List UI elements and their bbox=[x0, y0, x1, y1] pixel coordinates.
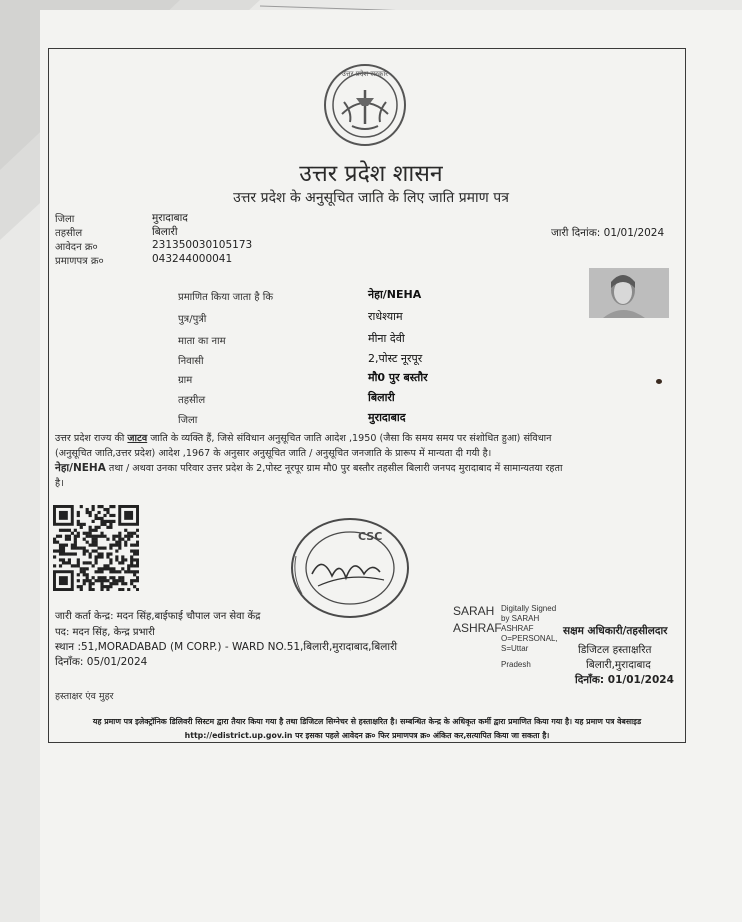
issuer-date: दिनाँक: 05/01/2024 bbox=[55, 656, 148, 668]
person-tehsil-label: तहसील bbox=[178, 395, 206, 406]
village-value: मौ0 पुर बस्तौर bbox=[368, 371, 428, 384]
seal-text: CSC bbox=[358, 530, 383, 543]
sig-line-6: Pradesh bbox=[501, 660, 531, 669]
body-line4: है। bbox=[55, 477, 64, 489]
resident-label: निवासी bbox=[178, 356, 204, 367]
body-line1-b: जाति के व्यक्ति हैं, जिसे संविधान अनुसूचित जाति आदेश ,1950 (जैसा कि समय समय पर संशोधित हुआ) संविधान bbox=[147, 433, 552, 444]
sig-line-2: by SARAH bbox=[501, 614, 540, 623]
footer-line-1: यह प्रमाण पत्र इलेक्ट्रॉनिक डिलिवरी सिस्टम द्वारा तैयार किया गया है तथा डिजिटल सिग्नेचर से हस्ताक्षरित है। सम्बन्धित केन्द्र के अधिकृत कर्मी द्वारा प्रमाणित किया गया है। यह प्रमाण पत्र वेबसाइड bbox=[92, 717, 642, 726]
document-subtitle: उत्तर प्रदेश के अनुसूचित जाति के लिए जाति प्रमाण पत्र bbox=[233, 190, 509, 206]
csc-seal-stamp bbox=[288, 516, 414, 620]
issuer-place: स्थान :51,MORADABAD (M CORP.) - WARD NO.51,बिलारी,मुरादाबाद,बिलारी bbox=[55, 641, 398, 653]
sig-line-1: Digitally Signed bbox=[501, 604, 557, 613]
tehsil-label: तहसील bbox=[55, 228, 83, 239]
resident-value: 2,पोस्ट नूरपूर bbox=[368, 352, 423, 365]
person-tehsil-value: बिलारी bbox=[368, 391, 395, 404]
uttar-pradesh-emblem-icon bbox=[322, 62, 408, 148]
village-label: ग्राम bbox=[178, 375, 193, 386]
applicant-photo bbox=[589, 268, 669, 318]
body-line2: (अनुसूचित जाति,उत्तर प्रदेश) आदेश ,1967 के अनुसार अनुसूचित जाति / अनुसूचित जनजाति के प्रारूप में मान्यता दी गयी है। bbox=[55, 447, 492, 459]
mother-name: मीना देवी bbox=[368, 332, 405, 345]
svg-text:उत्तर प्रदेश सरकार: उत्तर प्रदेश सरकार bbox=[341, 70, 389, 78]
tehsil-value: बिलारी bbox=[152, 226, 178, 238]
authority-designation: सक्षम अधिकारी/तहसीलदार bbox=[563, 625, 668, 637]
body-line3: तथा / अथवा उनका परिवार उत्तर प्रदेश के 2,पोस्ट नूरपूर ग्राम मौ0 पुर बस्तौर तहसील बिलारी जनपद मुरादाबाद में सामान्यतया रहता bbox=[105, 463, 563, 474]
authority-place: बिलारी,मुरादाबाद bbox=[586, 659, 651, 671]
person-district-label: जिला bbox=[178, 415, 198, 426]
certificate-number-label: प्रमाणपत्र क्र० bbox=[55, 256, 104, 267]
mother-label: माता का नाम bbox=[178, 336, 226, 347]
sig-line-3: ASHRAF bbox=[501, 624, 534, 633]
authority-date: दिनाँक: 01/01/2024 bbox=[575, 674, 674, 686]
district-label: जिला bbox=[55, 214, 75, 225]
relation-label: पुत्र/पुत्री bbox=[178, 314, 207, 325]
authority-digital: डिजिटल हस्ताक्षरित bbox=[578, 644, 652, 656]
certificate-body-text bbox=[55, 432, 677, 491]
body-line1-a: उत्तर प्रदेश राज्य की bbox=[55, 433, 128, 444]
certify-label: प्रमाणित किया जाता है कि bbox=[178, 292, 274, 303]
application-number-label: आवेदन क्र० bbox=[55, 242, 98, 253]
qr-code bbox=[53, 505, 139, 591]
issuer-center: जारी कर्ता केन्द्र: मदन सिंह,बाईफाई चौपाल जन सेवा केंद्र bbox=[55, 611, 261, 622]
footer-line-2: http://edistrict.up.gov.in पर इसका पहले आवेदन क्र० फिर प्रमाणपत्र क्र० अंकित कर,सत्यापित किया जा सकता है। bbox=[184, 731, 550, 740]
body-person-name: नेहा/NEHA bbox=[55, 462, 106, 474]
caste-name: जाटव bbox=[127, 433, 148, 444]
certificate-number-value: 043244000041 bbox=[152, 253, 233, 265]
person-district-value: मुरादाबाद bbox=[368, 411, 406, 424]
person-name: नेहा/NEHA bbox=[368, 288, 422, 301]
father-name: राधेश्याम bbox=[368, 310, 403, 323]
sig-line-4: O=PERSONAL, bbox=[501, 634, 558, 643]
application-number-value: 231350030105173 bbox=[152, 239, 253, 251]
digital-signer-name-1: SARAH bbox=[453, 604, 495, 618]
digital-signature-details bbox=[501, 604, 558, 670]
issuer-post: पद: मदन सिंह, केन्द्र प्रभारी bbox=[55, 627, 155, 638]
document-title: उत्तर प्रदेश शासन bbox=[299, 161, 443, 187]
district-value: मुरादाबाद bbox=[152, 212, 188, 224]
issue-date: जारी दिनांक: 01/01/2024 bbox=[551, 227, 665, 239]
signature-seal-label: हस्ताक्षर एंव मुहर bbox=[55, 691, 114, 702]
digital-signer-name-2: ASHRAF bbox=[453, 621, 502, 635]
ink-spot bbox=[656, 379, 662, 384]
certificate-border bbox=[48, 48, 686, 743]
sig-line-5: S=Uttar bbox=[501, 644, 529, 653]
